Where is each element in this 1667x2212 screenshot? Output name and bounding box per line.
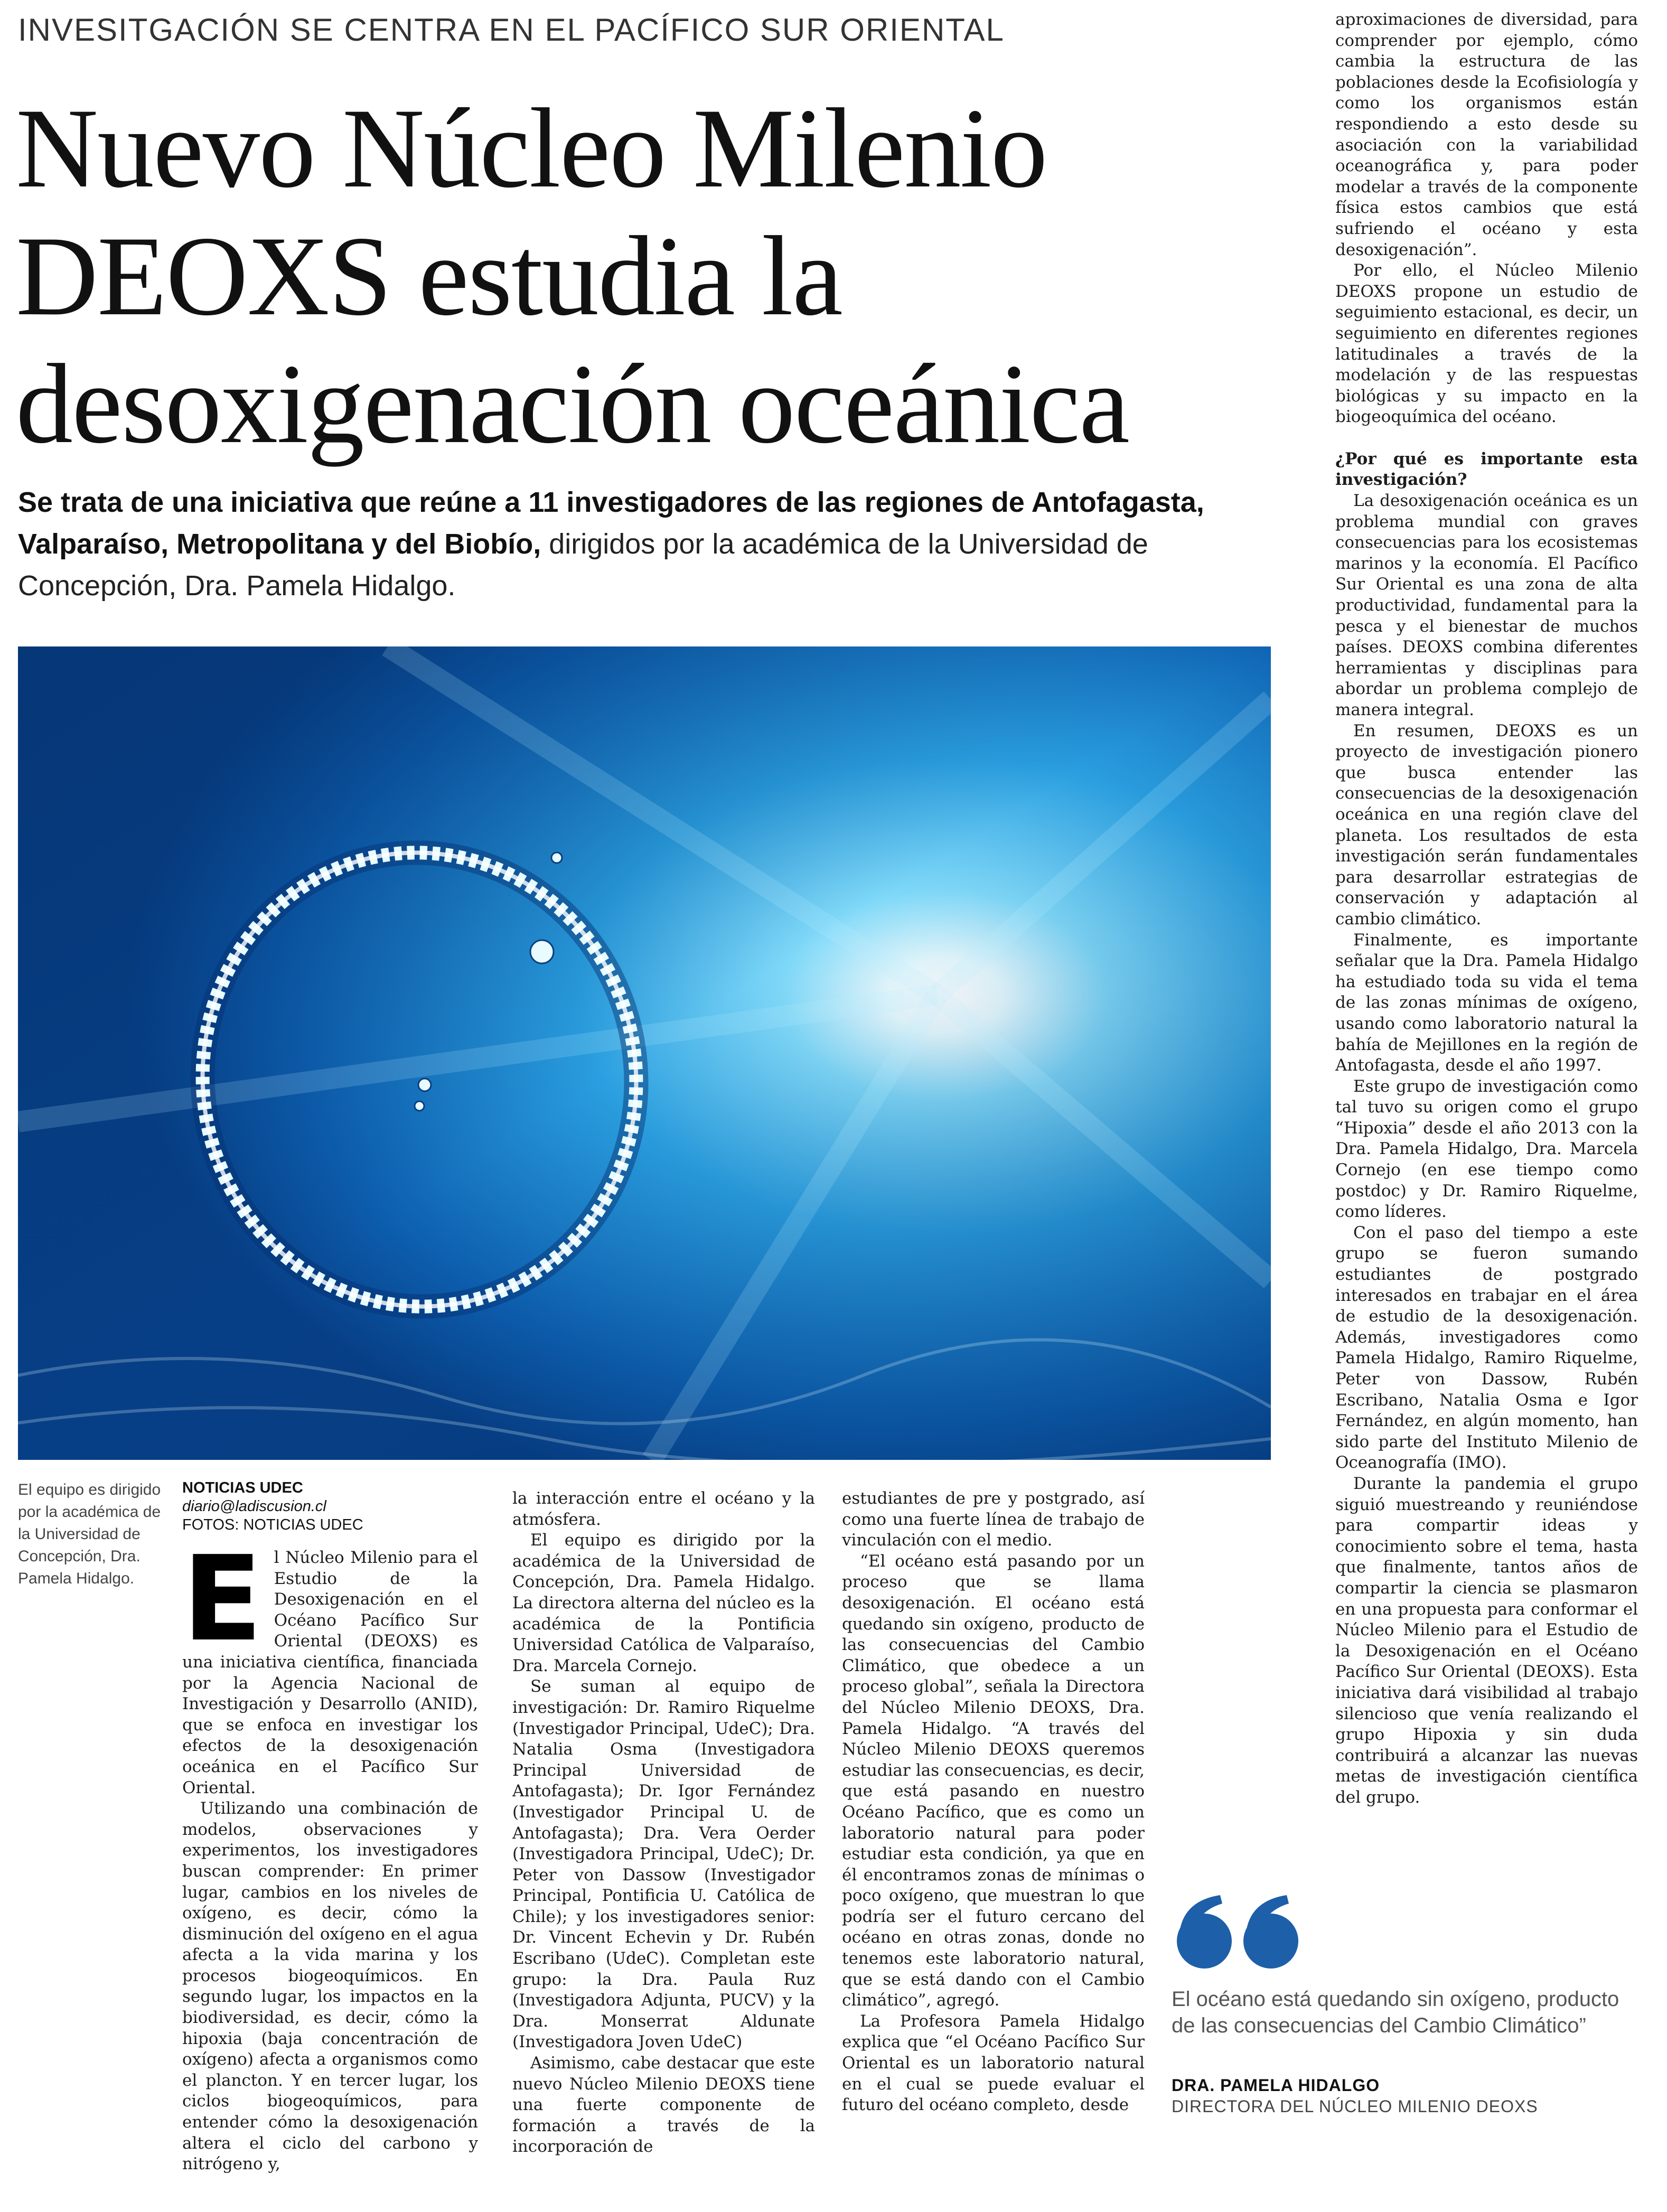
paragraph: El equipo es dirigido por la académica de la Universidad de Concepción, Dra. Pamela Hidalgo. La directora alterna del núcleo es la académica de la Pontificia Universidad Católica de Valparaíso, Dra. Marcela Cornejo. [512,1531,815,1675]
section-subheading: ¿Por qué es importante esta investigación? [1335,449,1638,490]
pullquote-role: DIRECTORA DEL NÚCLEO MILENIO DEOXS [1172,2097,1538,2116]
byline-photos: FOTOS: NOTICIAS UDEC [182,1516,363,1533]
quote-mark-icon [1172,1891,1309,1970]
deck-regular: dirigidos por la académica de la Universidad de Concepción, Dra. Pamela Hidalgo. [18,528,1148,602]
headline-line-1: Nuevo Núcleo Milenio [16,85,1047,211]
paragraph: Asimismo, cabe destacar que este nuevo Núcleo Milenio DEOXS tiene una fuerte componente de formación a través de la incorporación de [512,2054,815,2157]
paragraph: l Núcleo Milenio para el Estudio de la Desoxigenación en el Océano Pacífico Sur Oriental (DEOXS) es una iniciativa científica, financiada por la Agencia Nacional de Investigación y Desarrollo (ANID), que se enfoca en investigar los efectos de la desoxigenación oceánica en el Pacífico Sur Oriental. [182,1548,478,1797]
article-column-1 [182,1531,478,2175]
paragraph: la interacción entre el océano y la atmósfera. [512,1489,815,1529]
article-column-2 [512,1488,815,2158]
headline-line-2: DEOXS estudia la [16,213,842,339]
article-column-3 [842,1488,1145,2116]
paragraph: Este grupo de investigación como tal tuvo su origen como el grupo “Hipoxia” desde el año 2013 con la Dra. Pamela Hidalgo, Dra. Marcela Cornejo (en ese tiempo como postdoc) y Dr. Ramiro Riquelme, como líderes. [1335,1076,1638,1222]
paragraph: Utilizando una combinación de modelos, observaciones y experimentos, los investigadores buscan comprender: En primer lugar, cambios en los niveles de oxígeno, es decir, cómo la disminución del oxígeno en el agua afecta a la vida marina y los procesos biogeoquímicos. En segundo lugar, los impactos en la biodiversidad, es decir, cómo la hipoxia (baja concentración de oxígeno) afecta a organismos como el plancton. Y en tercer lugar, los ciclos biogeoquímicos, para entender cómo la desoxigenación altera el ciclo del carbono y nitrógeno y, [182,1799,478,2174]
paragraph: Finalmente, es importante señalar que la Dra. Pamela Hidalgo ha estudiado toda su vida el tema de las zonas mínimas de oxígeno, usando como laboratorio natural la bahía de Mejillones en la región de Antofagasta, desde el año 1997. [1335,930,1638,1075]
paragraph: La Profesora Pamela Hidalgo explica que “el Océano Pacífico Sur Oriental es un laboratorio natural en el cual se puede evaluar el futuro del océano completo, desde [842,2011,1145,2115]
byline-source: NOTICIAS UDEC [182,1479,303,1496]
bubble-ring-photo [18,646,1271,1460]
paragraph: estudiantes de pre y postgrado, así como una fuerte línea de trabajo de vinculación con el medio. [842,1489,1145,1550]
deck-bold: Se trata de una iniciativa que reúne a 11 investigadores de las regiones de Antofagasta, Valparaíso, Metropolitana y del Biobío, [18,486,1204,560]
pullquote-name: DRA. PAMELA HIDALGO [1172,2076,1380,2095]
paragraph: Por ello, el Núcleo Milenio DEOXS propone un estudio de seguimiento estacional, es decir, un seguimiento en diferentes regiones latitudinales a través de la modelación y de las respuestas biológicas y su impacto en la biogeoquímica del océano. [1335,261,1638,427]
paragraph: La desoxigenación oceánica es un problema mundial con graves consecuencias para los ecosistemas marinos y la economía. El Pacífico Sur Oriental es una zona de alta productividad, fundamental para la pesca y el bienestar de muchos países. DEOXS combina diferentes herramientas y disciplinas para abordar un problema complejo de manera integral. [1335,491,1638,719]
byline-email[interactable]: diario@ladiscusion.cl [182,1498,326,1515]
pullquote-text: El océano está quedando sin oxígeno, producto de las consecuencias del Cambio Climático” [1172,1988,1619,2037]
article-column-4 [1335,10,1638,1808]
paragraph: aproximaciones de diversidad, para comprender por ejemplo, cómo cambia la estructura de las poblaciones desde la Ecofisiología y como los organismos están respondiendo a esto desde su asociación con la variabilidad oceanográfica y, para poder modelar a través de la componente física estos cambios que está sufriendo el océano y esta desoxigenación”. [1335,10,1638,259]
paragraph: Se suman al equipo de investigación: Dr. Ramiro Riquelme (Investigador Principal, UdeC); Dra. Natalia Osma (Investigadora Principal Universidad de Antofagasta); Dr. Igor Fernández (Investigador Principal U. de Antofagasta); Dra. Vera Oerder (Investigadora Principal, UdeC); Dr. Peter von Dassow (Investigador Principal, Pontificia U. Católica de Chile); y los investigadores senior: Dr. Vincent Echevin y Dr. Rubén Escribano (UdeC). Completan este grupo: la Dra. Paula Ruz (Investigadora Adjunta, PUCV) y la Dra. Monserrat Aldunate (Investigadora Joven UdeC) [512,1677,815,2052]
photo-caption: El equipo es dirigido por la académica de la Universidad de Concepción, Dra. Pamela Hidalgo. [18,1481,161,1587]
paragraph: “El océano está pasando por un proceso que se llama desoxigenación. El océano está quedando sin oxígeno, producto de las consecuencias del Cambio Climático, que obedece a un proceso global”, señala la Directora del Núcleo Milenio DEOXS, Dra. Pamela Hidalgo. “A través del Núcleo Milenio DEOXS queremos estudiar las consecuencias, es decir, que está pasando en nuestro Océano Pacífico, que es como un laboratorio natural para poder estudiar esta condición, ya que en él encontramos zonas de mínimas o poco oxígeno, que muestran lo que podría ser el futuro cercano del océano en otras zonas, donde no tenemos este laboratorio natural, que se está dando con el Cambio climático”, agregó. [842,1551,1145,2010]
dropcap: E [182,1531,263,1667]
paragraph: En resumen, DEOXS es un proyecto de investigación pionero que busca entender las consecuencias de la desoxigenación oceánica en una región clave del planeta. Los resultados de esta investigación serán fundamentales para desarrollar estrategias de conservación y adaptación al cambio climático. [1335,721,1638,929]
kicker: INVESITGACIÓN SE CENTRA EN EL PACÍFICO SUR ORIENTAL [18,12,1005,48]
headline [16,85,1326,468]
paragraph: Durante la pandemia el grupo siguió muestreando y reuniéndose para compartir ideas y conocimiento sobre el tema, hasta que finalmente, tantos años de compartir la ciencia se plasmaron en una propuesta para conformar el Núcleo Milenio para el Estudio de la Desoxigenación en el Océano Pacífico Sur Oriental (DEOXS). Esta iniciativa dará visibilidad al trabajo silencioso que venía realizando el grupo Hipoxia y sin duda contribuirá a alcanzar las nuevas metas de investigación científica del grupo. [1335,1474,1638,1807]
byline [182,1479,478,1534]
paragraph: Con el paso del tiempo a este grupo se fueron sumando estudiantes de postgrado interesados en trabajar en el área de estudio de la desoxigenación. Además, investigadores como Pamela Hidalgo, Ramiro Riquelme, Peter von Dassow, Rubén Escribano, Natalia Osma e Igor Fernández, en algún momento, han sido parte del Instituto Milenio de Oceanografía (IMO). [1335,1223,1638,1473]
deck [18,482,1296,607]
headline-line-3: desoxigenación oceánica [16,341,1129,467]
bubble-ring-image [18,646,1271,1460]
